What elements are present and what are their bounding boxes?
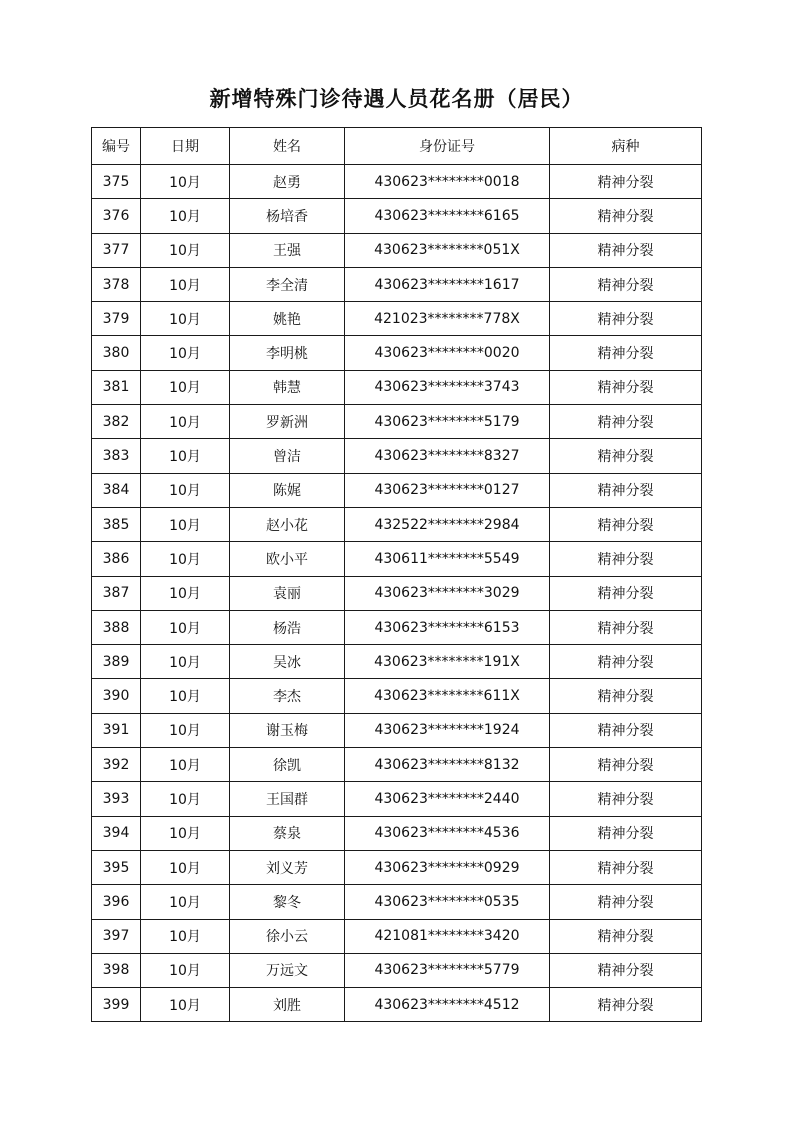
- cell-date: 10月: [141, 919, 230, 953]
- cell-number: 394: [92, 816, 141, 850]
- document-title: 新增特殊门诊待遇人员花名册（居民）: [209, 86, 584, 111]
- cell-number: 385: [92, 507, 141, 541]
- table-row: [92, 165, 702, 199]
- cell-date: 10月: [141, 576, 230, 610]
- table-row: [92, 850, 702, 884]
- cell-name: 徐凯: [230, 748, 345, 782]
- cell-disease: 精神分裂: [550, 816, 702, 850]
- table-row: [92, 748, 702, 782]
- cell-number: 393: [92, 782, 141, 816]
- cell-disease: 精神分裂: [550, 679, 702, 713]
- cell-disease: 精神分裂: [550, 885, 702, 919]
- cell-id-number: 430623********8327: [345, 439, 550, 473]
- cell-id-number: 430623********8132: [345, 748, 550, 782]
- cell-number: 383: [92, 439, 141, 473]
- cell-disease: 精神分裂: [550, 953, 702, 987]
- cell-date: 10月: [141, 233, 230, 267]
- cell-id-number: 421081********3420: [345, 919, 550, 953]
- cell-id-number: 432522********2984: [345, 507, 550, 541]
- cell-name: 杨浩: [230, 610, 345, 644]
- table-row: [92, 439, 702, 473]
- cell-disease: 精神分裂: [550, 439, 702, 473]
- cell-date: 10月: [141, 713, 230, 747]
- cell-number: 382: [92, 405, 141, 439]
- cell-number: 392: [92, 748, 141, 782]
- cell-name: 赵勇: [230, 165, 345, 199]
- cell-disease: 精神分裂: [550, 542, 702, 576]
- cell-number: 391: [92, 713, 141, 747]
- cell-date: 10月: [141, 645, 230, 679]
- cell-name: 吴冰: [230, 645, 345, 679]
- cell-name: 万远文: [230, 953, 345, 987]
- cell-id-number: 430623********5779: [345, 953, 550, 987]
- cell-id-number: 430623********3029: [345, 576, 550, 610]
- cell-number: 390: [92, 679, 141, 713]
- table-row: [92, 713, 702, 747]
- cell-id-number: 430623********4536: [345, 816, 550, 850]
- table-row: [92, 507, 702, 541]
- cell-name: 王国群: [230, 782, 345, 816]
- cell-number: 395: [92, 850, 141, 884]
- cell-name: 李全清: [230, 267, 345, 301]
- cell-disease: 精神分裂: [550, 988, 702, 1022]
- cell-date: 10月: [141, 405, 230, 439]
- cell-id-number: 430623********191X: [345, 645, 550, 679]
- cell-date: 10月: [141, 302, 230, 336]
- table-row: [92, 336, 702, 370]
- cell-disease: 精神分裂: [550, 370, 702, 404]
- column-header-date: 日期: [141, 128, 230, 165]
- cell-date: 10月: [141, 336, 230, 370]
- table-row: [92, 816, 702, 850]
- cell-number: 381: [92, 370, 141, 404]
- table-row: [92, 370, 702, 404]
- cell-name: 姚艳: [230, 302, 345, 336]
- column-header-number: 编号: [92, 128, 141, 165]
- cell-number: 399: [92, 988, 141, 1022]
- cell-number: 389: [92, 645, 141, 679]
- cell-date: 10月: [141, 748, 230, 782]
- cell-disease: 精神分裂: [550, 610, 702, 644]
- cell-name: 黎冬: [230, 885, 345, 919]
- cell-name: 徐小云: [230, 919, 345, 953]
- table-body: [92, 165, 702, 1022]
- cell-number: 376: [92, 199, 141, 233]
- table-row: [92, 645, 702, 679]
- table-row: [92, 233, 702, 267]
- cell-date: 10月: [141, 370, 230, 404]
- cell-date: 10月: [141, 507, 230, 541]
- cell-number: 384: [92, 473, 141, 507]
- cell-disease: 精神分裂: [550, 336, 702, 370]
- cell-disease: 精神分裂: [550, 919, 702, 953]
- table-row: [92, 953, 702, 987]
- cell-disease: 精神分裂: [550, 713, 702, 747]
- table-row: [92, 302, 702, 336]
- cell-disease: 精神分裂: [550, 199, 702, 233]
- cell-date: 10月: [141, 439, 230, 473]
- cell-date: 10月: [141, 782, 230, 816]
- cell-number: 387: [92, 576, 141, 610]
- cell-name: 袁丽: [230, 576, 345, 610]
- roster-table: [91, 127, 702, 1022]
- cell-disease: 精神分裂: [550, 645, 702, 679]
- cell-name: 刘胜: [230, 988, 345, 1022]
- cell-name: 王强: [230, 233, 345, 267]
- cell-name: 李杰: [230, 679, 345, 713]
- cell-name: 刘义芳: [230, 850, 345, 884]
- cell-id-number: 430623********0020: [345, 336, 550, 370]
- cell-id-number: 430623********2440: [345, 782, 550, 816]
- cell-number: 380: [92, 336, 141, 370]
- table-row: [92, 199, 702, 233]
- cell-id-number: 430623********0018: [345, 165, 550, 199]
- cell-id-number: 430623********0535: [345, 885, 550, 919]
- table-header: [92, 128, 702, 165]
- table-row: [92, 542, 702, 576]
- table-row: [92, 473, 702, 507]
- cell-number: 396: [92, 885, 141, 919]
- cell-disease: 精神分裂: [550, 302, 702, 336]
- cell-id-number: 430623********0127: [345, 473, 550, 507]
- cell-disease: 精神分裂: [550, 233, 702, 267]
- cell-date: 10月: [141, 267, 230, 301]
- cell-number: 388: [92, 610, 141, 644]
- cell-date: 10月: [141, 953, 230, 987]
- cell-name: 杨培香: [230, 199, 345, 233]
- cell-name: 赵小花: [230, 507, 345, 541]
- cell-number: 378: [92, 267, 141, 301]
- cell-disease: 精神分裂: [550, 748, 702, 782]
- cell-number: 386: [92, 542, 141, 576]
- table-row: [92, 988, 702, 1022]
- cell-date: 10月: [141, 816, 230, 850]
- cell-disease: 精神分裂: [550, 576, 702, 610]
- cell-id-number: 430623********1924: [345, 713, 550, 747]
- cell-id-number: 430623********6165: [345, 199, 550, 233]
- cell-disease: 精神分裂: [550, 507, 702, 541]
- cell-disease: 精神分裂: [550, 267, 702, 301]
- table-row: [92, 782, 702, 816]
- cell-date: 10月: [141, 473, 230, 507]
- cell-date: 10月: [141, 988, 230, 1022]
- table-row: [92, 919, 702, 953]
- cell-id-number: 430611********5549: [345, 542, 550, 576]
- cell-date: 10月: [141, 610, 230, 644]
- cell-number: 398: [92, 953, 141, 987]
- cell-name: 罗新洲: [230, 405, 345, 439]
- table-row: [92, 610, 702, 644]
- cell-date: 10月: [141, 679, 230, 713]
- cell-number: 377: [92, 233, 141, 267]
- cell-date: 10月: [141, 165, 230, 199]
- cell-date: 10月: [141, 850, 230, 884]
- cell-date: 10月: [141, 542, 230, 576]
- table-row: [92, 679, 702, 713]
- cell-disease: 精神分裂: [550, 782, 702, 816]
- cell-number: 379: [92, 302, 141, 336]
- cell-name: 蔡泉: [230, 816, 345, 850]
- cell-name: 李明桃: [230, 336, 345, 370]
- cell-id-number: 421023********778X: [345, 302, 550, 336]
- cell-id-number: 430623********5179: [345, 405, 550, 439]
- table-row: [92, 885, 702, 919]
- table-row: [92, 576, 702, 610]
- cell-id-number: 430623********051X: [345, 233, 550, 267]
- cell-number: 375: [92, 165, 141, 199]
- table-row: [92, 405, 702, 439]
- cell-disease: 精神分裂: [550, 165, 702, 199]
- cell-number: 397: [92, 919, 141, 953]
- cell-id-number: 430623********611X: [345, 679, 550, 713]
- cell-date: 10月: [141, 199, 230, 233]
- cell-disease: 精神分裂: [550, 405, 702, 439]
- column-header-name: 姓名: [230, 128, 345, 165]
- cell-id-number: 430623********3743: [345, 370, 550, 404]
- cell-id-number: 430623********0929: [345, 850, 550, 884]
- cell-name: 欧小平: [230, 542, 345, 576]
- cell-name: 曾洁: [230, 439, 345, 473]
- cell-name: 谢玉梅: [230, 713, 345, 747]
- table-row: [92, 267, 702, 301]
- header-row: [92, 128, 702, 165]
- cell-name: 韩慧: [230, 370, 345, 404]
- cell-id-number: 430623********4512: [345, 988, 550, 1022]
- cell-disease: 精神分裂: [550, 850, 702, 884]
- cell-date: 10月: [141, 885, 230, 919]
- cell-disease: 精神分裂: [550, 473, 702, 507]
- column-header-id-number: 身份证号: [345, 128, 550, 165]
- cell-id-number: 430623********1617: [345, 267, 550, 301]
- cell-name: 陈娓: [230, 473, 345, 507]
- cell-id-number: 430623********6153: [345, 610, 550, 644]
- column-header-disease: 病种: [550, 128, 702, 165]
